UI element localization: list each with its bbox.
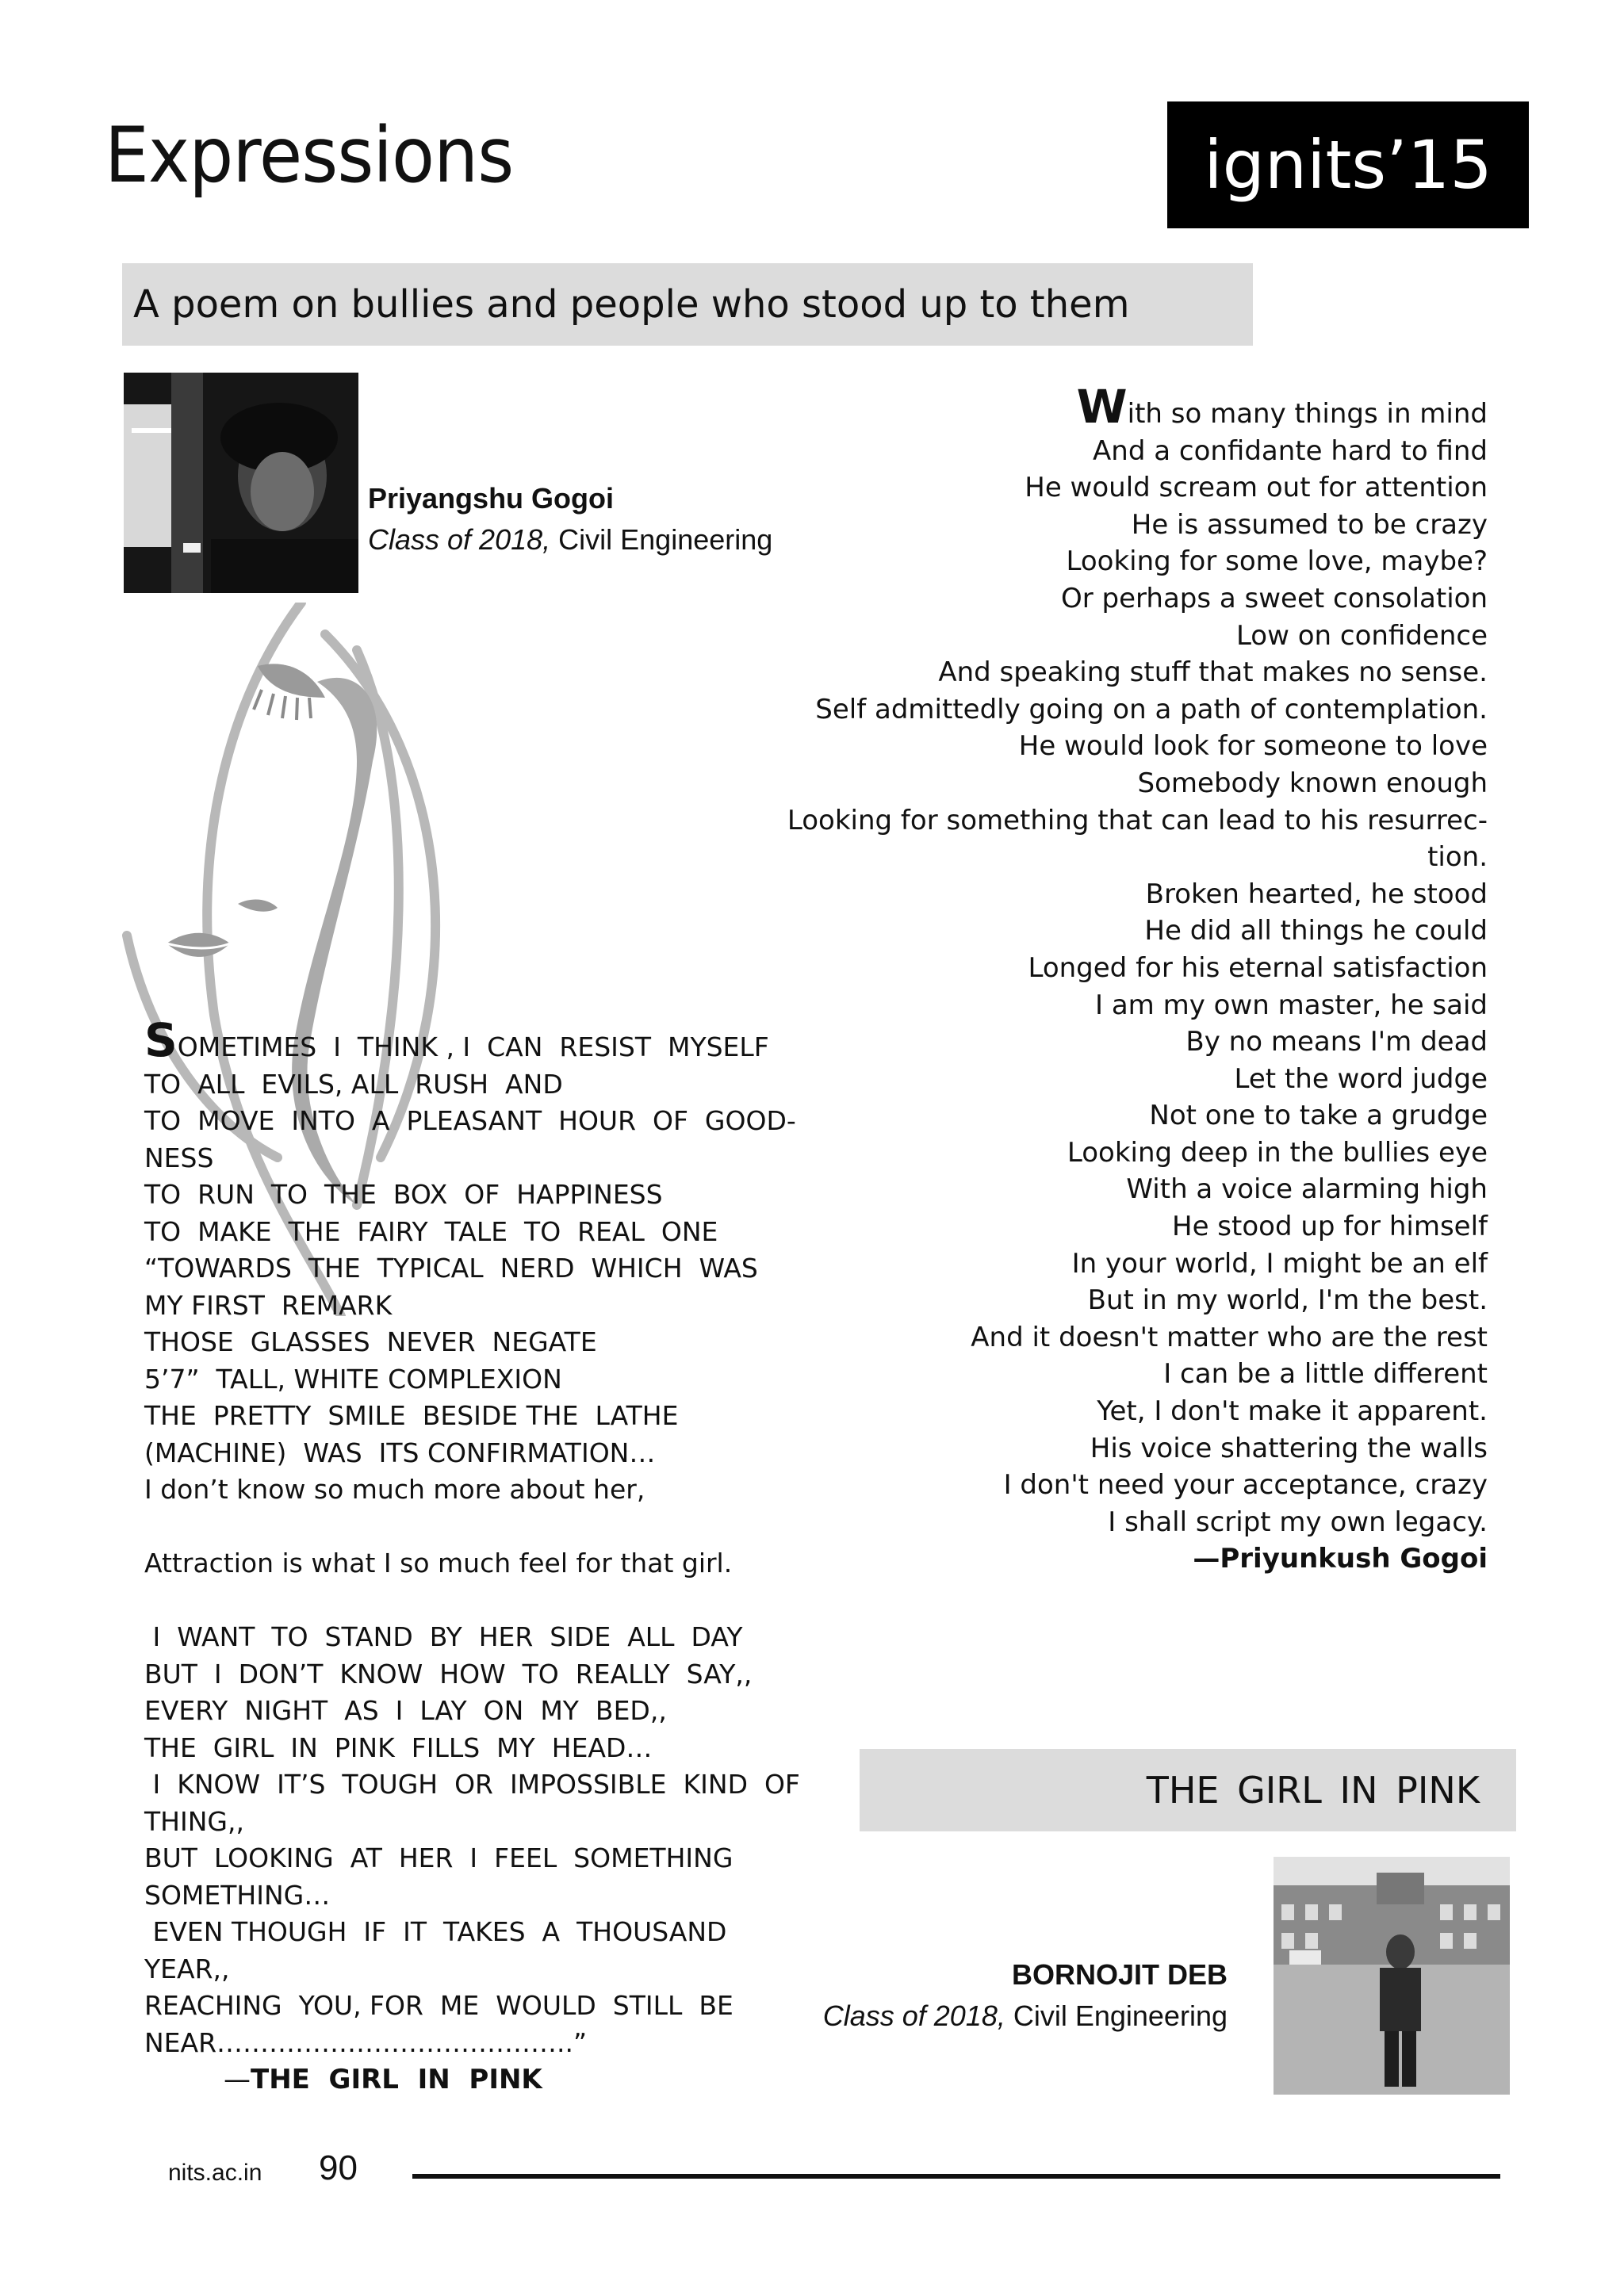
poem-line: Looking deep in the bullies eye bbox=[1067, 1136, 1488, 1169]
poem-line: Longed for his eternal satisfaction bbox=[1028, 951, 1488, 984]
poem-line: BUT I DON’T KNOW HOW TO REALLY SAY,, bbox=[144, 1658, 753, 1689]
author-photo-bornojit bbox=[1274, 1857, 1510, 2095]
footer-divider bbox=[412, 2174, 1500, 2179]
poem-line: “TOWARDS THE TYPICAL NERD WHICH WAS bbox=[144, 1253, 758, 1284]
author-class-year: Class of 2018, bbox=[368, 523, 551, 556]
poem-line: In your world, I might be an elf bbox=[1071, 1247, 1488, 1280]
poem-line: SOMETIMES I THINK , I CAN RESIST MYSELF bbox=[144, 1013, 769, 1067]
poem-line: Yet, I don't make it apparent. bbox=[1097, 1395, 1488, 1428]
poem-line: TO RUN TO THE BOX OF HAPPINESS bbox=[144, 1179, 663, 1210]
poem-line: He did all things he could bbox=[1144, 915, 1488, 947]
poem-line: I don’t know so much more about her, bbox=[144, 1474, 645, 1505]
author-class-year: Class of 2018, bbox=[822, 1999, 1005, 2032]
author-class bbox=[823, 1999, 1228, 2033]
author-name: Priyangshu Gogoi bbox=[368, 482, 615, 515]
poem-line: YEAR,, bbox=[144, 1953, 230, 1984]
poem-line: THOSE GLASSES NEVER NEGATE bbox=[144, 1326, 597, 1357]
poem-line: I WANT TO STAND BY HER SIDE ALL DAY bbox=[144, 1621, 743, 1652]
poem-line: THE GIRL IN PINK FILLS MY HEAD… bbox=[144, 1732, 653, 1763]
poem-line: TO MOVE INTO A PLEASANT HOUR OF GOOD- bbox=[144, 1105, 796, 1136]
poem-blank-line bbox=[144, 1509, 779, 1546]
poem-line: And a confidante hard to find bbox=[1093, 434, 1488, 467]
page-number: 90 bbox=[319, 2149, 358, 2187]
author-photo-priyangshu bbox=[124, 373, 358, 593]
poem-line: He would scream out for attention bbox=[1025, 472, 1488, 504]
author-department: Civil Engineering bbox=[1005, 1999, 1228, 2032]
poem-line: I shall script my own legacy. bbox=[1108, 1506, 1488, 1538]
poem-line: EVERY NIGHT AS I LAY ON MY BED,, bbox=[144, 1695, 667, 1726]
poem-line: His voice shattering the walls bbox=[1090, 1432, 1488, 1464]
poem-line: Somebody known enough bbox=[1137, 767, 1488, 799]
poem-bullies bbox=[774, 380, 1488, 1578]
poem-line: NEAR…………………………………..” bbox=[144, 2026, 588, 2058]
poem-line: Or perhaps a sweet consolation bbox=[1060, 582, 1488, 614]
footer-site: nits.ac.in bbox=[168, 2160, 262, 2186]
poem-line: (MACHINE) WAS ITS CONFIRMATION… bbox=[144, 1437, 656, 1468]
poem-line: NESS bbox=[144, 1142, 214, 1173]
poem-line: THING,, bbox=[144, 1805, 244, 1837]
poem-line: And speaking stuff that makes no sense. bbox=[938, 656, 1488, 689]
poem-line: 5’7” TALL, WHITE COMPLEXION bbox=[144, 1363, 562, 1395]
poem-signature: —Priyunkush Gogoi bbox=[1193, 1543, 1488, 1575]
poem-line: I don't need your acceptance, crazy bbox=[1003, 1469, 1488, 1502]
author-department: Civil Engineering bbox=[550, 523, 773, 556]
poem-line: Self admittedly going on a path of contemplation. bbox=[815, 693, 1488, 725]
poem-line: TO MAKE THE FAIRY TALE TO REAL ONE bbox=[144, 1215, 718, 1247]
poem-drop-cap: S bbox=[144, 1013, 178, 1067]
poem-line: Looking for some love, maybe? bbox=[1066, 545, 1488, 578]
article-banner: THE GIRL IN PINK bbox=[860, 1749, 1516, 1831]
poem-line: With so many things in mind bbox=[1076, 380, 1488, 434]
poem-line: BUT LOOKING AT HER I FEEL SOMETHING bbox=[144, 1843, 733, 1873]
poem-line: He stood up for himself bbox=[1172, 1211, 1488, 1243]
poem-line: Let the word judge bbox=[1234, 1062, 1488, 1095]
poem-line: Attraction is what I so much feel for that girl. bbox=[144, 1548, 733, 1578]
poem-line: By no means I'm dead bbox=[1185, 1026, 1488, 1058]
poem-line: But in my world, I'm the best. bbox=[1087, 1284, 1488, 1317]
poem-line: REACHING YOU, FOR ME WOULD STILL BE bbox=[144, 1990, 733, 2021]
poem-girl-in-pink bbox=[144, 1013, 800, 2099]
poem-line: tion. bbox=[1427, 841, 1488, 874]
article-banner: A poem on bullies and people who stood up to them bbox=[122, 263, 1253, 346]
poem-line: Low on confidence bbox=[1235, 619, 1488, 652]
poem-line: TO ALL EVILS, ALL RUSH AND bbox=[144, 1068, 563, 1100]
poem-line: He would look for someone to love bbox=[1018, 730, 1488, 763]
poem-drop-cap: W bbox=[1076, 380, 1128, 434]
poem-line: I am my own master, he said bbox=[1095, 989, 1488, 1021]
poem-line: MY FIRST REMARK bbox=[144, 1289, 393, 1321]
brand-label: ignits’15 bbox=[1204, 126, 1492, 204]
poem-line: Broken hearted, he stood bbox=[1145, 878, 1488, 910]
author-name: BORNOJIT DEB bbox=[1011, 1958, 1228, 1991]
poem-line: EVEN THOUGH IF IT TAKES A THOUSAND bbox=[144, 1916, 727, 1947]
poem-line: I KNOW IT’S TOUGH OR IMPOSSIBLE KIND OF bbox=[144, 1769, 800, 1800]
poem-signature: —THE GIRL IN PINK bbox=[224, 2064, 542, 2095]
section-title: Expressions bbox=[105, 111, 514, 200]
author-class bbox=[368, 523, 772, 557]
poem-line: THE PRETTY SMILE BESIDE THE LATHE bbox=[144, 1400, 679, 1431]
poem-line: Not one to take a grudge bbox=[1149, 1100, 1488, 1132]
poem-line: SOMETHING… bbox=[144, 1879, 331, 1911]
poem-line: Looking for something that can lead to his resurrec- bbox=[787, 804, 1488, 836]
poem-line: And it doesn't matter who are the rest bbox=[971, 1321, 1488, 1353]
brand-box bbox=[1167, 101, 1529, 228]
poem-blank-line bbox=[144, 1582, 779, 1620]
poem-line: I can be a little different bbox=[1163, 1358, 1488, 1391]
poem-line: He is assumed to be crazy bbox=[1131, 508, 1488, 541]
poem-line: With a voice alarming high bbox=[1126, 1173, 1488, 1206]
